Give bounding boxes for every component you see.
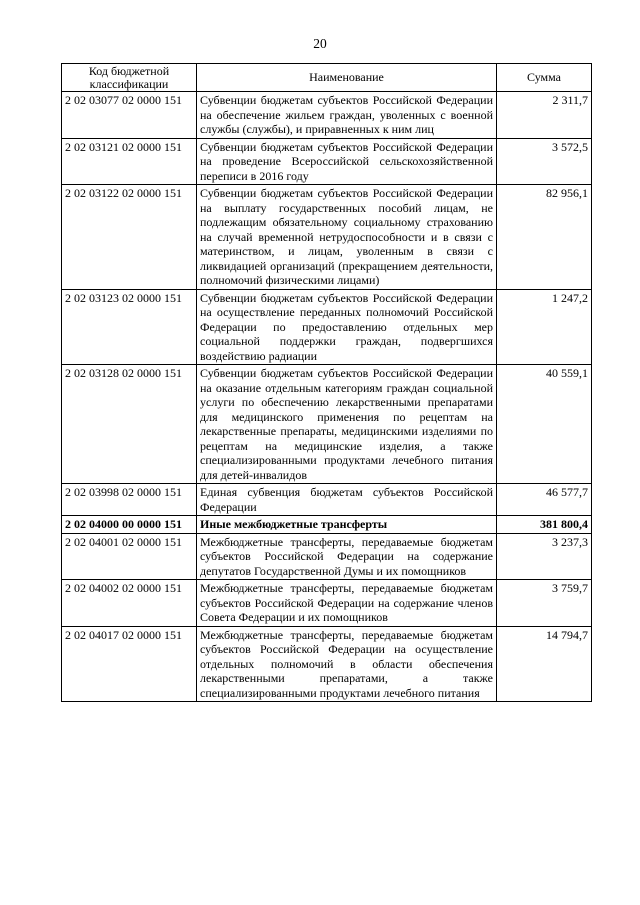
table-row	[62, 580, 592, 627]
cell-name: Межбюджетные трансферты, передаваемые бюджетам субъектов Российской Федерации на осуществление отдельных полномочий в области обеспечения лекарственными препаратами, а также специализированными продуктами лечебного питания	[197, 626, 497, 702]
table-body	[62, 92, 592, 702]
cell-code: 2 02 04000 00 0000 151	[62, 516, 197, 534]
cell-code: 2 02 03077 02 0000 151	[62, 92, 197, 139]
cell-sum: 40 559,1	[497, 365, 592, 484]
table-row	[62, 484, 592, 516]
cell-sum: 1 247,2	[497, 289, 592, 365]
cell-sum: 381 800,4	[497, 516, 592, 534]
table-row	[62, 626, 592, 702]
table-row	[62, 92, 592, 139]
budget-table	[61, 63, 592, 702]
cell-name: Субвенции бюджетам субъектов Российской Федерации на проведение Всероссийской сельскохозяйственной переписи в 2016 году	[197, 138, 497, 185]
cell-sum: 46 577,7	[497, 484, 592, 516]
cell-code: 2 02 04017 02 0000 151	[62, 626, 197, 702]
table-row	[62, 138, 592, 185]
cell-name: Иные межбюджетные трансферты	[197, 516, 497, 534]
cell-code: 2 02 03123 02 0000 151	[62, 289, 197, 365]
cell-code: 2 02 04002 02 0000 151	[62, 580, 197, 627]
cell-name: Субвенции бюджетам субъектов Российской Федерации на выплату государственных пособий лицам, не подлежащим обязательному социальному страхованию на случай временной нетрудоспособности и в связи с материнством, и лицам, уволенным в связи с ликвидацией организаций (прекращением деятельности, полномочий физическими лицами)	[197, 185, 497, 290]
cell-name: Субвенции бюджетам субъектов Российской Федерации на осуществление переданных полномочий Российской Федерации по предоставлению отдельных мер социальной поддержки граждан, подвергшихся воздействию радиации	[197, 289, 497, 365]
cell-name: Межбюджетные трансферты, передаваемые бюджетам субъектов Российской Федерации на содержание депутатов Государственной Думы и их помощников	[197, 533, 497, 580]
cell-sum: 3 237,3	[497, 533, 592, 580]
cell-code: 2 02 04001 02 0000 151	[62, 533, 197, 580]
table-row	[62, 289, 592, 365]
cell-code: 2 02 03121 02 0000 151	[62, 138, 197, 185]
header-sum: Сумма	[497, 64, 592, 92]
cell-name: Межбюджетные трансферты, передаваемые бюджетам субъектов Российской Федерации на содержание членов Совета Федерации и их помощников	[197, 580, 497, 627]
table-row	[62, 365, 592, 484]
cell-sum: 3 572,5	[497, 138, 592, 185]
cell-code: 2 02 03122 02 0000 151	[62, 185, 197, 290]
cell-name: Субвенции бюджетам субъектов Российской Федерации на оказание отдельным категориям граждан социальной услуги по обеспечению лекарственными препаратами для медицинского применения по рецептам на лекарственные препараты, медицинскими изделиями по рецептам на медицинские изделия, а также специализированными продуктами лечебного питания для детей-инвалидов	[197, 365, 497, 484]
header-name: Наименование	[197, 64, 497, 92]
header-code: Код бюджетной классификации	[62, 64, 197, 92]
table-row	[62, 533, 592, 580]
cell-sum: 82 956,1	[497, 185, 592, 290]
cell-code: 2 02 03998 02 0000 151	[62, 484, 197, 516]
cell-sum: 3 759,7	[497, 580, 592, 627]
page-number: 20	[313, 36, 327, 51]
table-row	[62, 516, 592, 534]
cell-name: Единая субвенция бюджетам субъектов Российской Федерации	[197, 484, 497, 516]
cell-sum: 14 794,7	[497, 626, 592, 702]
cell-sum: 2 311,7	[497, 92, 592, 139]
table-row	[62, 185, 592, 290]
cell-code: 2 02 03128 02 0000 151	[62, 365, 197, 484]
cell-name: Субвенции бюджетам субъектов Российской Федерации на обеспечение жильем граждан, уволенных с военной службы (службы), и приравненных к ним лиц	[197, 92, 497, 139]
table-header-row	[62, 64, 592, 92]
